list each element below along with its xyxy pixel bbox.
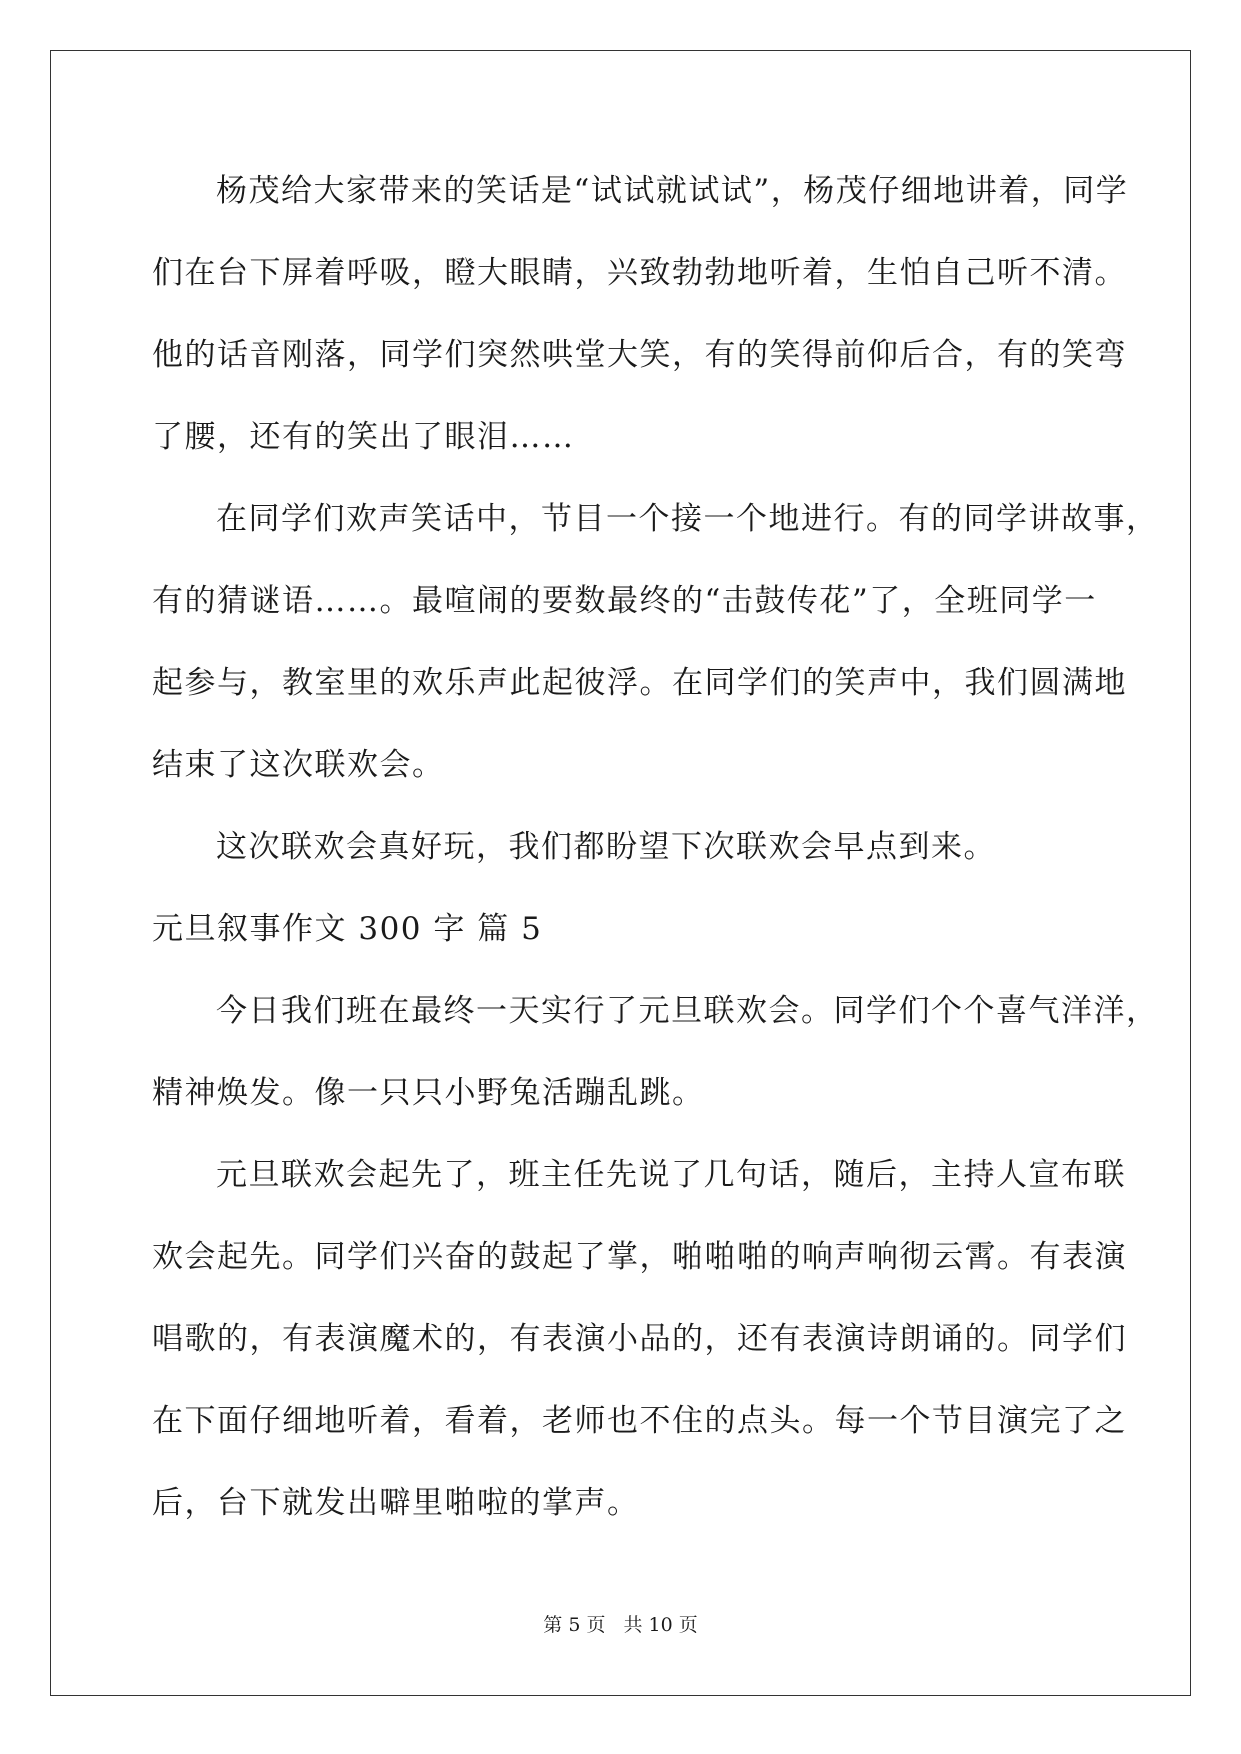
paragraph-line: 了腰，还有的笑出了眼泪…… [152,419,575,455]
section-heading: 元旦叙事作文 300 字 篇 5 [152,911,543,947]
paragraph-line: 有的猜谜语……。最喧闹的要数最终的“击鼓传花”了，全班同学一 [152,583,1097,619]
page-total: 共 10 页 [623,1614,698,1636]
paragraph-line: 在同学们欢声笑话中，节目一个接一个地进行。有的同学讲故事， [216,501,1159,537]
document-body [152,160,1159,1554]
paragraph-line: 元旦联欢会起先了，班主任先说了几句话，随后，主持人宣布联 [216,1157,1126,1193]
paragraph-line: 他的话音刚落，同学们突然哄堂大笑，有的笑得前仰后合，有的笑弯 [152,337,1127,373]
paragraph-line: 欢会起先。同学们兴奋的鼓起了掌，啪啪啪的响声响彻云霄。有表演 [152,1239,1127,1275]
paragraph-line: 们在台下屏着呼吸，瞪大眼睛，兴致勃勃地听着，生怕自己听不清。 [152,255,1127,291]
paragraph-line: 起参与，教室里的欢乐声此起彼浮。在同学们的笑声中，我们圆满地 [152,665,1127,701]
paragraph-line: 在下面仔细地听着，看着，老师也不住的点头。每一个节目演完了之 [152,1403,1127,1439]
page-number: 第 5 页 [543,1614,606,1636]
paragraph-line: 唱歌的，有表演魔术的，有表演小品的，还有表演诗朗诵的。同学们 [152,1321,1127,1357]
page-footer [0,1610,1241,1637]
paragraph-line: 结束了这次联欢会。 [152,747,445,783]
paragraph-line: 这次联欢会真好玩，我们都盼望下次联欢会早点到来。 [216,829,996,865]
paragraph-line: 后，台下就发出噼里啪啦的掌声。 [152,1485,640,1521]
paragraph-line: 精神焕发。像一只只小野兔活蹦乱跳。 [152,1075,705,1111]
paragraph-line: 杨茂给大家带来的笑话是“试试就试试”，杨茂仔细地讲着，同学 [216,173,1129,209]
paragraph-line: 今日我们班在最终一天实行了元旦联欢会。同学们个个喜气洋洋， [216,993,1159,1029]
